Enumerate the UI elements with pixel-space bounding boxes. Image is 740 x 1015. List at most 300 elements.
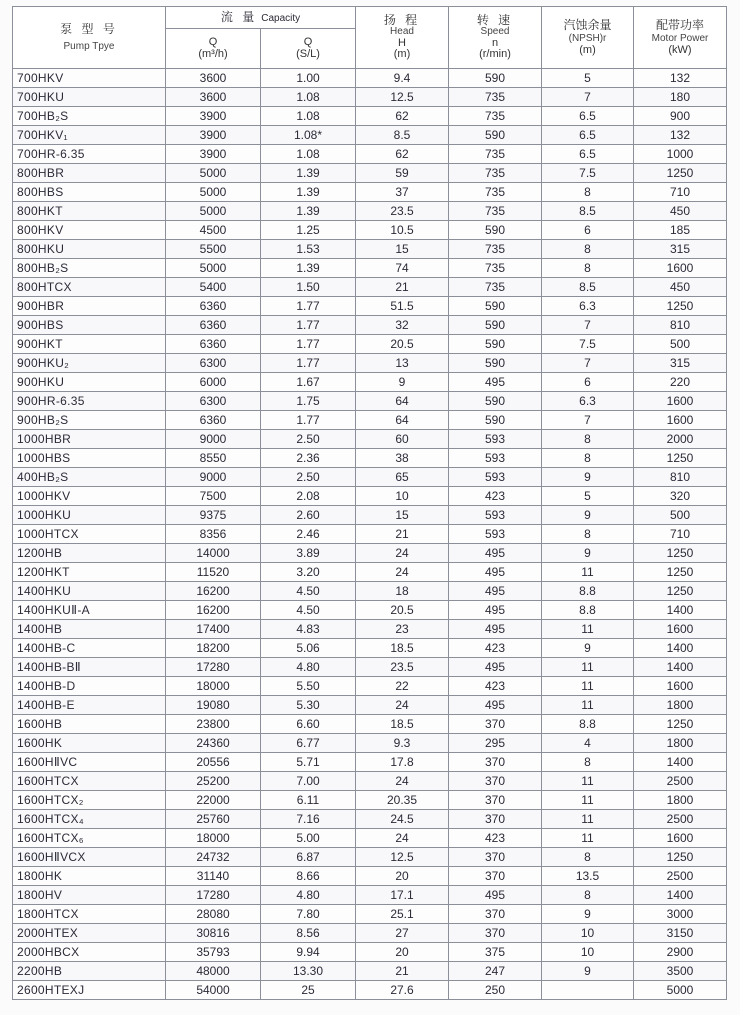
q-sl-cell: 13.30 <box>261 962 356 981</box>
model-cell: 1600HTCX₂ <box>13 791 166 810</box>
table-row <box>13 107 727 126</box>
npsh-cell: 6.5 <box>542 126 634 145</box>
model-cell: 800HTCX <box>13 278 166 297</box>
speed-cell: 370 <box>449 867 542 886</box>
table-body <box>13 69 727 1000</box>
motor-power-cell: 2500 <box>634 772 727 791</box>
model-cell: 2600HTEXJ <box>13 981 166 1000</box>
head-cell: 32 <box>356 316 449 335</box>
speed-symbol: n <box>491 36 499 49</box>
table-row <box>13 468 727 487</box>
npsh-cell: 11 <box>542 772 634 791</box>
head-cell: 37 <box>356 183 449 202</box>
q-sl-cell: 9.94 <box>261 943 356 962</box>
npsh-cell <box>542 981 634 1000</box>
motor-power-cell: 900 <box>634 107 727 126</box>
q-sl-cell: 1.08* <box>261 126 356 145</box>
speed-cell: 735 <box>449 164 542 183</box>
npsh-cell: 8 <box>542 525 634 544</box>
npsh-cell: 8.5 <box>542 202 634 221</box>
model-cell: 1400HB-BⅡ <box>13 658 166 677</box>
npsh-cell: 8 <box>542 240 634 259</box>
head-cell: 21 <box>356 525 449 544</box>
q-sl-cell: 1.39 <box>261 259 356 278</box>
motor-power-cell: 1800 <box>634 791 727 810</box>
q-m3h-cell: 3600 <box>166 69 261 88</box>
q-sl-cell: 6.87 <box>261 848 356 867</box>
table-row <box>13 639 727 658</box>
model-cell: 1800HV <box>13 886 166 905</box>
table-row <box>13 753 727 772</box>
npsh-cell: 9 <box>542 506 634 525</box>
table-row <box>13 601 727 620</box>
npsh-cell: 7 <box>542 316 634 335</box>
q-m3h-cell: 35793 <box>166 943 261 962</box>
head-cell: 64 <box>356 392 449 411</box>
head-cell: 59 <box>356 164 449 183</box>
model-cell: 1600HK <box>13 734 166 753</box>
motor-power-cell: 180 <box>634 88 727 107</box>
q-m3h-cell: 16200 <box>166 601 261 620</box>
head-cell: 24 <box>356 772 449 791</box>
speed-cell: 495 <box>449 601 542 620</box>
q-sl-cell: 25 <box>261 981 356 1000</box>
table-header <box>13 7 727 69</box>
npsh-unit: (m) <box>579 43 596 56</box>
npsh-cell: 10 <box>542 924 634 943</box>
npsh-cell: 7 <box>542 88 634 107</box>
table-row <box>13 848 727 867</box>
q2-label: Q <box>303 35 313 48</box>
model-cell: 1800HTCX <box>13 905 166 924</box>
head-cell: 22 <box>356 677 449 696</box>
q-sl-cell: 1.00 <box>261 69 356 88</box>
motor-power-cell: 5000 <box>634 981 727 1000</box>
q-sl-cell: 4.83 <box>261 620 356 639</box>
speed-cell: 735 <box>449 278 542 297</box>
motor-power-cell: 710 <box>634 183 727 202</box>
table-row <box>13 145 727 164</box>
q-m3h-cell: 5000 <box>166 183 261 202</box>
q-m3h-cell: 16200 <box>166 582 261 601</box>
q-m3h-cell: 18200 <box>166 639 261 658</box>
npsh-cell: 6.5 <box>542 145 634 164</box>
q-sl-cell: 1.39 <box>261 202 356 221</box>
head-cell: 25.1 <box>356 905 449 924</box>
motor-power-cell: 1600 <box>634 259 727 278</box>
npsh-cell: 7 <box>542 411 634 430</box>
q-m3h-cell: 5000 <box>166 259 261 278</box>
speed-cell: 590 <box>449 392 542 411</box>
npsh-cell: 5 <box>542 69 634 88</box>
table-row <box>13 658 727 677</box>
model-cell: 1200HKT <box>13 563 166 582</box>
speed-cell: 495 <box>449 544 542 563</box>
motor-power-cell: 1250 <box>634 848 727 867</box>
table-row <box>13 69 727 88</box>
motor-power-cell: 1400 <box>634 753 727 772</box>
table-row <box>13 354 727 373</box>
table-row <box>13 316 727 335</box>
table-row <box>13 373 727 392</box>
q-m3h-cell: 17280 <box>166 886 261 905</box>
model-cell: 800HBR <box>13 164 166 183</box>
model-cell: 900HBS <box>13 316 166 335</box>
table-row <box>13 411 727 430</box>
q-sl-cell: 4.80 <box>261 658 356 677</box>
model-cell: 1000HBR <box>13 430 166 449</box>
head-unit: (m) <box>393 48 411 61</box>
head-cell: 13 <box>356 354 449 373</box>
head-cell: 18.5 <box>356 715 449 734</box>
speed-cell: 593 <box>449 468 542 487</box>
q-sl-cell: 5.00 <box>261 829 356 848</box>
q-sl-cell: 5.50 <box>261 677 356 696</box>
speed-cell: 423 <box>449 639 542 658</box>
npsh-cell: 9 <box>542 544 634 563</box>
model-cell: 800HKT <box>13 202 166 221</box>
table-row <box>13 278 727 297</box>
npsh-cell: 9 <box>542 468 634 487</box>
model-cell: 900HKU <box>13 373 166 392</box>
motor-power-cell: 1250 <box>634 715 727 734</box>
model-cell: 1600HⅡVC <box>13 753 166 772</box>
speed-cell: 593 <box>449 525 542 544</box>
table-row <box>13 696 727 715</box>
speed-cell: 735 <box>449 183 542 202</box>
model-cell: 1600HTCX <box>13 772 166 791</box>
speed-cell: 495 <box>449 886 542 905</box>
q-sl-cell: 6.60 <box>261 715 356 734</box>
motor-power-cell: 1600 <box>634 392 727 411</box>
speed-cell: 370 <box>449 772 542 791</box>
q-m3h-cell: 7500 <box>166 487 261 506</box>
head-cell: 24 <box>356 544 449 563</box>
q-sl-cell: 2.50 <box>261 468 356 487</box>
model-cell: 2000HTEX <box>13 924 166 943</box>
motor-power-cell: 1000 <box>634 145 727 164</box>
speed-cell: 495 <box>449 696 542 715</box>
table-row <box>13 430 727 449</box>
q-m3h-cell: 14000 <box>166 544 261 563</box>
head-cell: 21 <box>356 278 449 297</box>
q-m3h-cell: 6000 <box>166 373 261 392</box>
q-m3h-cell: 23800 <box>166 715 261 734</box>
q-sl-cell: 1.08 <box>261 88 356 107</box>
npsh-cell: 11 <box>542 658 634 677</box>
head-cell: 8.5 <box>356 126 449 145</box>
motor-power-cell: 3150 <box>634 924 727 943</box>
motor-power-cell: 500 <box>634 506 727 525</box>
npsh-cell: 8 <box>542 753 634 772</box>
q-m3h-cell: 54000 <box>166 981 261 1000</box>
spec-sheet <box>12 6 727 1000</box>
head-cell: 10 <box>356 487 449 506</box>
head-cell: 24 <box>356 563 449 582</box>
model-cell: 900HB₂S <box>13 411 166 430</box>
head-cell: 20.5 <box>356 601 449 620</box>
table-row <box>13 563 727 582</box>
head-cell: 20.5 <box>356 335 449 354</box>
npsh-cell: 8.8 <box>542 715 634 734</box>
speed-cell: 735 <box>449 88 542 107</box>
npsh-cell: 11 <box>542 696 634 715</box>
model-cell: 800HBS <box>13 183 166 202</box>
head-cell: 17.1 <box>356 886 449 905</box>
motor-power-cell: 2500 <box>634 867 727 886</box>
q-sl-cell: 4.50 <box>261 601 356 620</box>
model-cell: 1400HKUⅡ-A <box>13 601 166 620</box>
q-sl-cell: 2.46 <box>261 525 356 544</box>
speed-zh: 转 速 <box>476 13 514 28</box>
q-sl-cell: 1.77 <box>261 316 356 335</box>
q2-unit: (S/L) <box>296 47 320 60</box>
table-row <box>13 886 727 905</box>
head-cell: 9 <box>356 373 449 392</box>
q-sl-cell: 1.77 <box>261 335 356 354</box>
motor-power-cell: 1400 <box>634 639 727 658</box>
q-m3h-cell: 11520 <box>166 563 261 582</box>
motor-power-cell: 220 <box>634 373 727 392</box>
speed-cell: 375 <box>449 943 542 962</box>
model-cell: 1600HTCX₄ <box>13 810 166 829</box>
motor-power-cell: 1800 <box>634 734 727 753</box>
npsh-cell: 9 <box>542 639 634 658</box>
npsh-cell: 11 <box>542 620 634 639</box>
speed-cell: 495 <box>449 620 542 639</box>
motor-power-cell: 710 <box>634 525 727 544</box>
npsh-en: (NPSH)r <box>568 33 607 45</box>
q-sl-cell: 2.36 <box>261 449 356 468</box>
q-sl-cell: 1.77 <box>261 411 356 430</box>
model-cell: 2000HBCX <box>13 943 166 962</box>
model-cell: 700HKU <box>13 88 166 107</box>
q-m3h-cell: 4500 <box>166 221 261 240</box>
motor-power-cell: 1400 <box>634 658 727 677</box>
motor-power-cell: 1600 <box>634 411 727 430</box>
head-cell: 62 <box>356 145 449 164</box>
q-sl-cell: 3.20 <box>261 563 356 582</box>
speed-cell: 735 <box>449 202 542 221</box>
npsh-cell: 7.5 <box>542 335 634 354</box>
q-sl-cell: 7.00 <box>261 772 356 791</box>
head-cell: 12.5 <box>356 88 449 107</box>
q-m3h-header <box>166 29 261 69</box>
q-m3h-cell: 9000 <box>166 430 261 449</box>
q-sl-cell: 1.39 <box>261 164 356 183</box>
q-m3h-cell: 3900 <box>166 145 261 164</box>
head-cell: 23 <box>356 620 449 639</box>
speed-cell: 370 <box>449 905 542 924</box>
motor-power-header <box>634 7 727 69</box>
speed-cell: 590 <box>449 221 542 240</box>
q-m3h-cell: 3900 <box>166 126 261 145</box>
q-sl-cell: 2.50 <box>261 430 356 449</box>
head-cell: 21 <box>356 962 449 981</box>
motor-power-cell: 810 <box>634 316 727 335</box>
model-cell: 900HBR <box>13 297 166 316</box>
q-sl-cell: 1.77 <box>261 297 356 316</box>
capacity-en: Capacity <box>261 12 301 24</box>
q-m3h-cell: 18000 <box>166 829 261 848</box>
q-m3h-cell: 9000 <box>166 468 261 487</box>
motor-power-cell: 3500 <box>634 962 727 981</box>
q-m3h-cell: 22000 <box>166 791 261 810</box>
table-row <box>13 259 727 278</box>
speed-cell: 370 <box>449 810 542 829</box>
motor-power-cell: 185 <box>634 221 727 240</box>
motor-power-cell: 450 <box>634 278 727 297</box>
speed-cell: 590 <box>449 354 542 373</box>
head-cell: 24.5 <box>356 810 449 829</box>
npsh-cell: 8 <box>542 848 634 867</box>
table-row <box>13 829 727 848</box>
q-m3h-cell: 5400 <box>166 278 261 297</box>
head-symbol: H <box>398 36 406 49</box>
speed-cell: 593 <box>449 430 542 449</box>
speed-cell: 247 <box>449 962 542 981</box>
table-row <box>13 905 727 924</box>
npsh-cell: 6.3 <box>542 392 634 411</box>
speed-cell: 590 <box>449 69 542 88</box>
model-cell: 1400HB <box>13 620 166 639</box>
pump-type-en: Pump Tpye <box>63 40 115 52</box>
q-sl-cell: 1.53 <box>261 240 356 259</box>
q-sl-cell: 4.50 <box>261 582 356 601</box>
motor-power-cell: 1600 <box>634 620 727 639</box>
model-cell: 700HKV₁ <box>13 126 166 145</box>
table-row <box>13 525 727 544</box>
speed-cell: 590 <box>449 316 542 335</box>
speed-en: Speed <box>480 26 510 37</box>
model-cell: 1000HKV <box>13 487 166 506</box>
model-cell: 700HB₂S <box>13 107 166 126</box>
table-row <box>13 734 727 753</box>
table-row <box>13 791 727 810</box>
q-m3h-cell: 5000 <box>166 164 261 183</box>
speed-cell: 250 <box>449 981 542 1000</box>
speed-cell: 295 <box>449 734 542 753</box>
head-cell: 17.8 <box>356 753 449 772</box>
q-m3h-cell: 5500 <box>166 240 261 259</box>
motor-power-cell: 132 <box>634 126 727 145</box>
q-m3h-cell: 3900 <box>166 107 261 126</box>
head-cell: 62 <box>356 107 449 126</box>
q-m3h-cell: 18000 <box>166 677 261 696</box>
q-sl-cell: 1.77 <box>261 354 356 373</box>
speed-cell: 423 <box>449 829 542 848</box>
head-en: Head <box>390 26 414 37</box>
q-sl-cell: 1.08 <box>261 145 356 164</box>
model-cell: 1000HTCX <box>13 525 166 544</box>
q1-label: Q <box>208 35 218 48</box>
npsh-cell: 6.3 <box>542 297 634 316</box>
model-cell: 1000HBS <box>13 449 166 468</box>
motor-power-cell: 1250 <box>634 164 727 183</box>
head-cell: 18.5 <box>356 639 449 658</box>
q-sl-cell: 4.80 <box>261 886 356 905</box>
motor-power-cell: 1400 <box>634 886 727 905</box>
table-row <box>13 620 727 639</box>
motor-power-cell: 1250 <box>634 544 727 563</box>
model-cell: 900HKT <box>13 335 166 354</box>
model-cell: 700HKV <box>13 69 166 88</box>
table-row <box>13 126 727 145</box>
q-sl-cell: 7.16 <box>261 810 356 829</box>
pump-spec-table <box>12 6 727 1000</box>
motor-power-cell: 1250 <box>634 297 727 316</box>
npsh-cell: 7 <box>542 354 634 373</box>
table-row <box>13 677 727 696</box>
q-sl-cell: 5.30 <box>261 696 356 715</box>
q-m3h-cell: 6360 <box>166 316 261 335</box>
speed-cell: 590 <box>449 126 542 145</box>
head-cell: 20 <box>356 943 449 962</box>
head-cell: 12.5 <box>356 848 449 867</box>
capacity-header <box>166 7 356 29</box>
motor-power-cell: 2900 <box>634 943 727 962</box>
npsh-cell: 11 <box>542 829 634 848</box>
q-sl-cell: 2.60 <box>261 506 356 525</box>
q-m3h-cell: 25200 <box>166 772 261 791</box>
model-cell: 700HR-6.35 <box>13 145 166 164</box>
q-m3h-cell: 5000 <box>166 202 261 221</box>
speed-cell: 590 <box>449 297 542 316</box>
motor-power-cell: 1600 <box>634 829 727 848</box>
motor-power-zh: 配带功率 <box>655 17 704 32</box>
q-m3h-cell: 31140 <box>166 867 261 886</box>
table-row <box>13 88 727 107</box>
table-row <box>13 867 727 886</box>
speed-cell: 370 <box>449 715 542 734</box>
head-cell: 15 <box>356 506 449 525</box>
npsh-cell: 8 <box>542 183 634 202</box>
q-sl-cell: 1.75 <box>261 392 356 411</box>
motor-power-cell: 1800 <box>634 696 727 715</box>
head-cell: 20.35 <box>356 791 449 810</box>
motor-power-cell: 132 <box>634 69 727 88</box>
q-m3h-cell: 8356 <box>166 525 261 544</box>
model-cell: 800HKV <box>13 221 166 240</box>
head-cell: 64 <box>356 411 449 430</box>
q-m3h-cell: 9375 <box>166 506 261 525</box>
model-cell: 1600HB <box>13 715 166 734</box>
motor-power-cell: 1600 <box>634 677 727 696</box>
q-m3h-cell: 24360 <box>166 734 261 753</box>
table-row <box>13 715 727 734</box>
q-m3h-cell: 6360 <box>166 335 261 354</box>
head-cell: 27 <box>356 924 449 943</box>
model-cell: 1800HK <box>13 867 166 886</box>
q-sl-cell: 5.71 <box>261 753 356 772</box>
table-row <box>13 943 727 962</box>
q-sl-cell: 7.80 <box>261 905 356 924</box>
speed-cell: 590 <box>449 411 542 430</box>
model-cell: 2200HB <box>13 962 166 981</box>
speed-cell: 593 <box>449 449 542 468</box>
npsh-cell: 6 <box>542 373 634 392</box>
head-cell: 10.5 <box>356 221 449 240</box>
npsh-cell: 11 <box>542 810 634 829</box>
model-cell: 400HB₂S <box>13 468 166 487</box>
q-sl-cell: 1.67 <box>261 373 356 392</box>
q-m3h-cell: 6300 <box>166 392 261 411</box>
table-row <box>13 335 727 354</box>
npsh-cell: 5 <box>542 487 634 506</box>
head-cell: 20 <box>356 867 449 886</box>
speed-cell: 735 <box>449 107 542 126</box>
head-cell: 24 <box>356 696 449 715</box>
